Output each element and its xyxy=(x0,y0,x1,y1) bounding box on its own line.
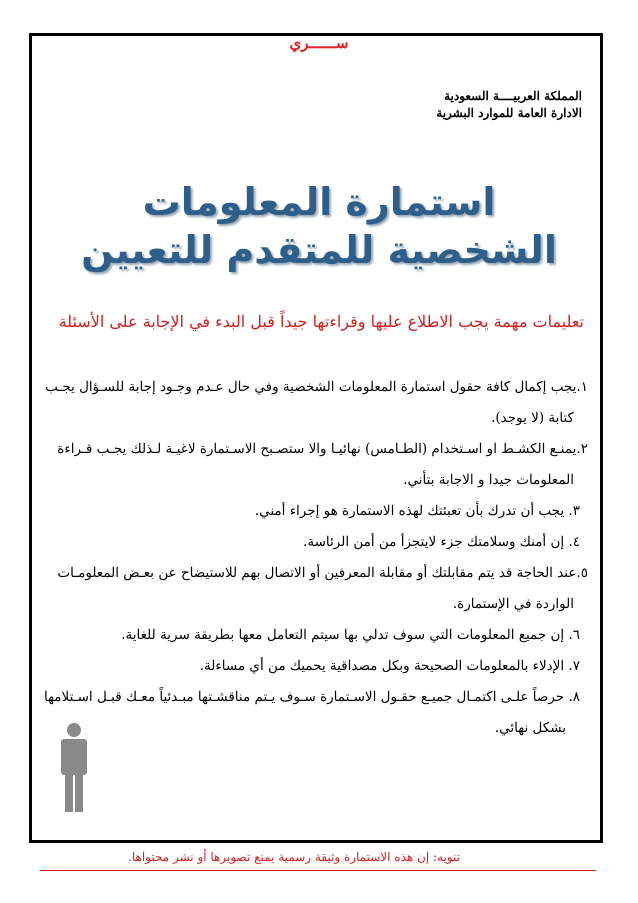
footer-notice: تنويه: إن هذه الاستمارة وثيقة رسمية يمنع تصويرها أو نشر محتواها. xyxy=(128,850,460,864)
instruction-text: ٦. إن جميع المعلومات التي سوف تدلي بها سيتم التعامل معها بطريقة سرية للغاية. xyxy=(121,627,580,643)
instruction-text: ٥.عند الحاجة قد يتم مقابلتك أو مقابلة المعرفين أو الاتصال بهم للاستيضاح عن بعـض المعلومـات xyxy=(57,565,588,581)
instruction-item-1 xyxy=(40,372,588,434)
instruction-text-cont: الواردة في الإستمارة. xyxy=(452,596,574,612)
instruction-text: ٤. إن أمنك وسلامتك جزء لايتجزأ من أمن الرئاسة. xyxy=(303,534,580,550)
instruction-text-cont: المعلومات جيدا و الاجابة بتأني. xyxy=(403,472,574,488)
instruction-item-3 xyxy=(40,496,588,527)
instructions-heading: تعليمات مهمة يجب الاطلاع عليها وقراءتها جيداً قبل البدء في الإجابة على الأسئلة xyxy=(58,312,584,331)
form-title-line2: الشخصية للمتقدم للتعيين xyxy=(81,228,557,272)
instruction-item-8 xyxy=(40,682,588,744)
instruction-text-cont: بشكل نهائي. xyxy=(494,720,566,736)
instruction-item-6 xyxy=(40,620,588,651)
org-line-department: الادارة العامة للموارد البشرية xyxy=(436,106,582,120)
instruction-text: ٧. الإدلاء بالمعلومات الصحيحة وبكل مصداقية يحميك من أي مساءلة. xyxy=(199,658,580,674)
organization-header xyxy=(436,88,582,122)
instructions-list xyxy=(40,372,588,744)
instruction-text: ١.يجب إكمال كافة حقول استمارة المعلومات الشخصية وفي حال عـدم وجـود إجابة للسـؤال يجـب xyxy=(45,379,588,395)
form-title-line1: استمارة المعلومات xyxy=(142,180,496,224)
instruction-text-cont: كتابة (لا يوجد). xyxy=(491,410,574,426)
secret-label: ســــــري xyxy=(289,34,349,52)
org-line-kingdom: المملكة العربيــــة السعودية xyxy=(444,89,582,103)
footer-divider xyxy=(40,870,596,871)
person-icon xyxy=(57,722,91,812)
instruction-text: ٨. حرصاً علـى اكتمـال جميـع حقـول الاسـتمارة سـوف يـتم مناقشـتها مبـدئياً معـك قبـل اسـتلامها xyxy=(43,689,580,705)
instruction-text: ٣. يجب أن تدرك بأن تعبئتك لهذه الاستمارة هو إجراء أمني. xyxy=(254,503,580,519)
instruction-item-7 xyxy=(40,651,588,682)
instruction-text: ٢.يمنـع الكشـط او اسـتخدام (الطـامس) نهائيـا والا ستصـبح الاسـتمارة لاغيـة لـذلك يجـب قـراءة xyxy=(57,441,588,457)
instruction-item-4 xyxy=(40,527,588,558)
instruction-item-5 xyxy=(40,558,588,620)
instruction-item-2 xyxy=(40,434,588,496)
